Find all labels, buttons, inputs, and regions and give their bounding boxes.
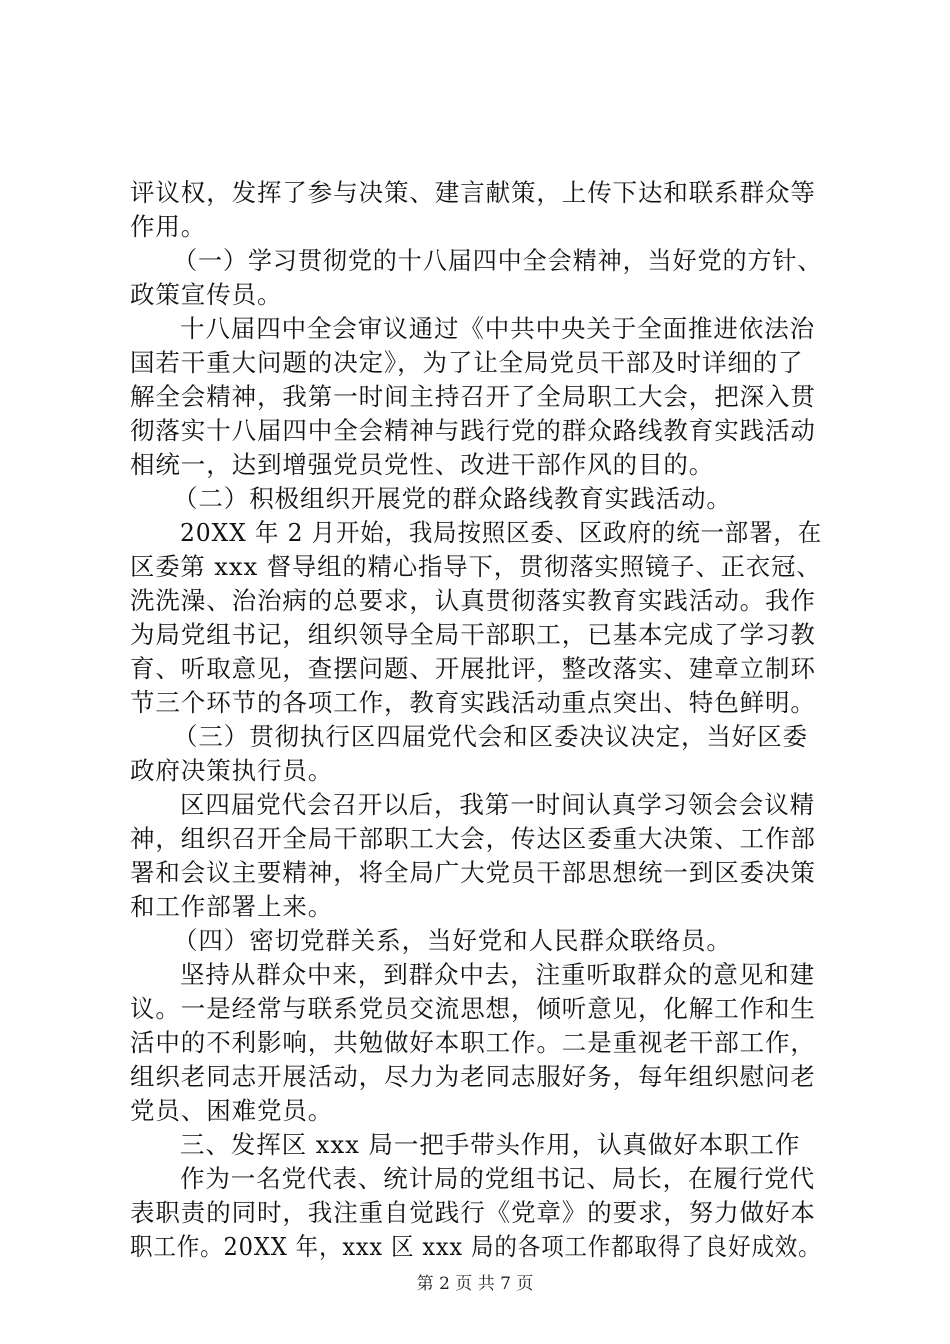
text-line: 活中的不利影响，共勉做好本职工作。二是重视老干部工作，: [130, 1028, 816, 1057]
section-heading: （二）积极组织开展党的群众路线教育实践活动。: [173, 484, 732, 513]
section-heading: 政府决策执行员。: [130, 756, 334, 785]
text-line: 区委第 xxx 督导组的精心指导下，贯彻落实照镜子、正衣冠、: [130, 552, 822, 581]
page-number-footer: 第 2 页 共 7 页: [416, 1274, 534, 1294]
text-line: 彻落实十八届四中全会精神与践行党的群众路线教育实践活动: [130, 416, 816, 445]
section-heading: 政策宣传员。: [130, 280, 283, 309]
text-line: 国若干重大问题的决定》，为了让全局党员干部及时详细的了: [130, 348, 804, 377]
text-line: 区四届党代会召开以后，我第一时间认真学习领会会议精: [180, 790, 815, 819]
section-heading: （一）学习贯彻党的十八届四中全会精神，当好党的方针、: [173, 246, 823, 275]
text-line: 评议权，发挥了参与决策、建言献策，上传下达和联系群众等: [130, 178, 816, 207]
text-line: 党员、困难党员。: [130, 1096, 334, 1125]
text-line: 职工作。20XX 年，xxx 区 xxx 局的各项工作都取得了良好成效。: [130, 1232, 822, 1261]
text-line: 和工作部署上来。: [130, 892, 334, 921]
text-line: 表职责的同时，我注重自觉践行《党章》的要求，努力做好本: [130, 1198, 816, 1227]
text-line: 组织老同志开展活动，尽力为老同志服好务，每年组织慰问老: [130, 1062, 816, 1091]
text-line: 作用。: [130, 212, 207, 241]
section-heading: 三、发挥区 xxx 局一把手带头作用，认真做好本职工作: [180, 1130, 801, 1159]
text-line: 作为一名党代表、统计局的党组书记、局长，在履行党代: [180, 1164, 815, 1193]
text-line: 相统一，达到增强党员党性、改进干部作风的目的。: [130, 450, 715, 479]
text-line: 节三个环节的各项工作，教育实践活动重点突出、特色鲜明。: [130, 688, 816, 717]
text-line: 20XX 年 2 月开始，我局按照区委、区政府的统一部署，在: [180, 518, 823, 547]
text-line: 为局党组书记，组织领导全局干部职工，已基本完成了学习教: [130, 620, 816, 649]
text-line: 育、听取意见，查摆问题、开展批评，整改落实、建章立制环: [130, 654, 816, 683]
text-line: 十八届四中全会审议通过《中共中央关于全面推进依法治: [180, 314, 815, 343]
section-heading: （三）贯彻执行区四届党代会和区委决议决定，当好区委: [173, 722, 808, 751]
text-line: 坚持从群众中来，到群众中去，注重听取群众的意见和建: [180, 960, 815, 989]
text-line: 议。一是经常与联系党员交流思想，倾听意见，化解工作和生: [130, 994, 816, 1023]
text-line: 神，组织召开全局干部职工大会，传达区委重大决策、工作部: [130, 824, 816, 853]
section-heading: （四）密切党群关系，当好党和人民群众联络员。: [173, 926, 732, 955]
text-line: 署和会议主要精神，将全局广大党员干部思想统一到区委决策: [130, 858, 816, 887]
text-line: 洗洗澡、治治病的总要求，认真贯彻落实教育实践活动。我作: [130, 586, 816, 615]
text-line: 解全会精神，我第一时间主持召开了全局职工大会，把深入贯: [130, 382, 816, 411]
